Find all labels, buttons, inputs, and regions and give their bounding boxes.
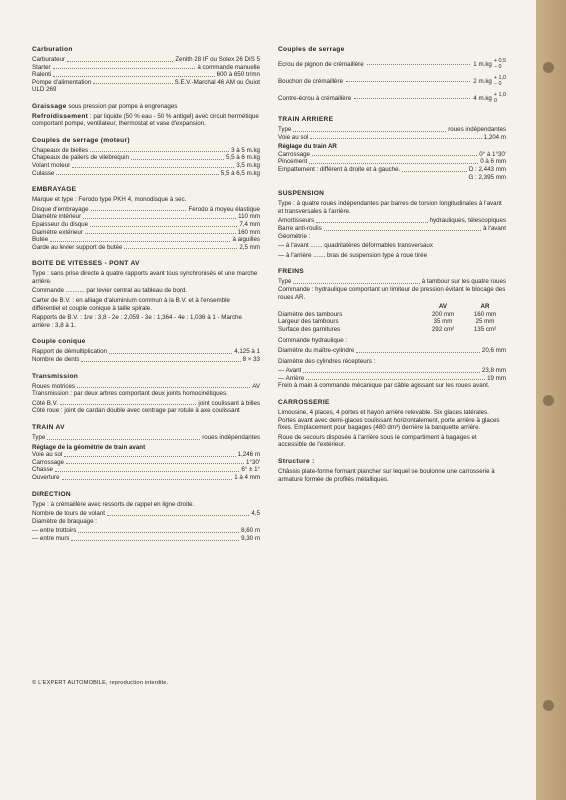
spec-value: 600 à 650 tr/mn [216,71,260,79]
spec-value: 5,5 à 6 m.kg [225,154,260,162]
spec-row [32,79,260,87]
spec-label: Garde au levier support de butée [32,243,123,251]
spec-row [278,166,506,174]
spec-row [32,236,260,244]
spec-row [32,510,260,518]
leader-dots [81,356,240,362]
spec-value: à commande manuelle [197,63,260,71]
section-graissage [32,103,260,128]
spec-value: 0° à 1°30' [479,150,506,158]
geometrie-label: Géométrie : [278,232,311,240]
brake-av-value: 35 mm [433,318,453,326]
section-direction [32,491,260,543]
refroidissement-label: Refroidissement [32,112,89,120]
refroidissement-text: : par liquide (50 % eau - 50 % antigel) avec circuit hermétique comportant pompe, ventilateur, thermostat et vase d'expansion. [32,112,259,128]
spec-row [32,451,260,459]
spec-value: AV [252,382,260,390]
leader-dots [316,217,428,223]
table-row [278,318,506,326]
leader-dots [293,126,446,132]
tolerance-plus: + 1,0 [493,91,506,98]
spec-value: 6° ± 1° [241,466,260,474]
spec-value: 1,204 m [483,133,506,141]
leader-dots [367,64,471,65]
torque-tolerance [494,93,506,104]
section-carrosserie [278,399,506,449]
spec-value: 8 × 33 [242,356,260,364]
spec-label: Pincement [278,158,308,166]
torque-row [278,56,506,73]
section-title: DIRECTION [32,490,71,498]
tolerance-minus: − 0 [493,80,502,87]
leader-dots [85,229,236,235]
tolerance-plus: + 0,5 [493,57,506,64]
section-couple-conique [32,338,260,363]
brake-label: Largeur des tambours [278,318,339,326]
frein-a-main-text: Frein à main à commande mécanique par câble agissant sur les roues avant. [278,382,490,390]
spec-value: 4,125 à 1 [234,348,260,356]
suspension-type: Type : à quatre roues indépendantes par barres de torsion longitudinales à l'avant et transversales à l'arrière. [278,200,502,215]
spec-row [278,367,506,375]
braquage-label: Diamètre de braquage : [32,517,98,525]
spec-row [32,466,260,474]
leader-dots [109,348,232,354]
leader-dots [107,510,249,516]
leader-dots [71,535,239,541]
column-header-av: AV [438,303,448,311]
leader-dots [324,225,481,231]
table-row [278,326,506,334]
leader-dots [53,71,214,77]
spec-value: 5,5 à 6,5 m.kg [220,169,260,177]
cote-roue-text: Côté roue : joint de cardan double avec centrage par rotule à axe coulissant [32,407,240,415]
leader-dots [62,474,233,480]
leader-dots [50,236,230,242]
cylindres-label: Diamètre des cylindres récepteurs : [278,357,376,365]
spec-label: — Avant [278,367,302,375]
leader-dots [47,434,200,440]
leader-dots [78,527,239,533]
spec-row [278,126,506,134]
section-transmission [32,373,260,415]
section-title: SUSPENSION [278,190,325,198]
spec-label: Butée [32,236,49,244]
section-suspension [278,190,506,259]
leader-dots [53,64,196,70]
boite-commande: Commande ........... par levier central au tableau de bord. [32,287,188,295]
spec-value: G : 2,395 mm [468,173,506,181]
spec-label: Ouverture [32,473,60,481]
geometrie-arriere: — à l'arrière ....... bras de suspension type à roue tirée [278,251,428,259]
spec-row [32,527,260,535]
spec-label: Roues motrices [32,382,75,390]
spec-row [32,213,260,221]
leader-dots [77,383,250,389]
torque-value: 4 m.kg [473,95,492,102]
spec-row [32,162,260,170]
spec-row [32,71,260,79]
spec-value: à l'avant [483,224,506,232]
spec-row [278,134,506,142]
punch-hole [543,395,554,406]
leader-dots [91,206,187,212]
section-train-arriere [278,116,506,181]
spec-label: Ralenti [32,71,52,79]
spec-label: — entre trottoirs [32,527,77,535]
leader-dots [354,98,470,99]
spec-value: 20,6 mm [481,347,506,355]
spec-row [32,244,260,252]
leader-dots [55,466,239,472]
spec-value: 7,4 mm [239,220,260,228]
leader-dots [90,221,237,227]
leader-dots [60,400,197,406]
spec-row [32,459,260,467]
boite-carter: Carter de B.V. : en alliage d'aluminium commun à la B.V. et à l'ensemble différentiel et couple conique à taille spirale. [32,297,230,312]
spec-label: Epaisseur du disque [32,220,89,228]
table-row [278,311,506,319]
spec-value: 3,5 m.kg [236,161,260,169]
brake-ar-value: 25 mm [475,318,495,326]
spec-row [32,221,260,229]
freins-commande: Commande : hydraulique comportant un limiteur de pression évitant le blocage des roues AR. [278,285,506,301]
spec-label: Type [278,126,292,133]
spec-label: Nombre de dents [32,356,80,364]
spec-value: 160 mm [237,228,260,236]
direction-type: Type : à crémaillère avec ressorts de rappel en ligne droite. [32,500,195,508]
spec-value: roues indépendantes [448,126,506,133]
spec-label: Type [32,434,46,441]
spec-label: Côté B.V. [32,399,58,407]
section-embrayage [32,186,260,251]
subsection-title: Réglage de la géométrie de train avant [32,443,146,451]
leader-dots [309,158,478,164]
leader-dots [293,278,419,284]
torque-tolerance [494,76,506,87]
transmission-text: Transmission : par deux arbres comportant deux joints homocinétiques. [32,390,228,398]
spec-row [32,400,260,408]
spec-row [278,278,506,286]
punch-hole [543,62,554,73]
leader-dots [346,81,470,82]
embrayage-intro: Marque et type : Ferodo type PKH 4, monodisque à sec. [32,196,187,204]
spec-row [32,64,260,72]
spec-label: Diamètre extérieur [32,228,83,236]
section-train-av [32,424,260,482]
brake-label: Diamètre des tambours [278,310,343,318]
leader-dots [90,147,229,153]
spec-value: roues indépendantes [202,434,260,441]
spec-row [278,158,506,166]
torque-row [278,73,506,90]
spec-row [32,154,260,162]
spec-value: 1,246 m [237,451,260,459]
geometrie-avant: — à l'avant ....... quadrilatères déformables transversaux [278,242,433,250]
subsection-title: Réglage du train AR [278,143,337,151]
spec-value: 3 à 5 m.kg [231,146,260,154]
spec-value: 1 à 4 mm [234,473,260,481]
leader-dots [312,151,477,157]
section-structure [278,458,506,483]
spec-value: 23,8 mm [481,367,506,375]
spec-row [278,375,506,383]
leader-dots [310,134,481,140]
tolerance-minus: 0 [493,97,497,104]
spec-label: Empattement : différent à droite et à gauche. [278,165,401,173]
leader-dots [72,162,234,168]
spec-row [32,348,260,356]
section-title: Couples de serrage [278,46,345,53]
freins-table [278,303,506,333]
leader-dots [124,244,237,250]
spec-label: Type [278,278,292,286]
spec-label: Culasse [32,169,55,177]
section-title: Structure : [278,458,315,465]
leader-dots [64,451,235,457]
spec-label: Volant moteur [32,161,71,169]
leader-dots [67,56,173,62]
spec-value: 19 mm [487,374,506,382]
leader-dots [356,347,480,353]
section-title: FREINS [278,268,304,276]
leader-dots [402,166,467,172]
spec-row [278,217,506,225]
section-title: Couple conique [32,338,86,346]
spec-label: Carburateur [32,56,66,63]
spec-label: Rapport de démultiplication [32,348,107,356]
section-boite-vitesses [32,260,260,329]
section-title: CARROSSERIE [278,399,330,407]
spec-label: Disque d'embrayage [32,205,89,213]
brake-av-value: 292 cm² [431,325,455,333]
spec-value: à tambour sur les quatre roues [421,278,506,286]
graissage-text: sous pression par pompe à engrenages [68,102,178,110]
spec-label: Chasse [32,466,53,474]
spec-row [32,86,260,94]
spec-row [32,206,260,214]
section-freins [278,268,506,390]
brake-ar-value: 160 mm [473,310,497,318]
spec-label: Barre anti-roulis [278,224,322,232]
brake-label: Surface des garnitures [278,325,341,333]
spec-value: 4,5 [251,510,260,518]
spec-value: 8,60 m [241,527,260,535]
leader-dots [306,375,485,381]
spec-label: — entre murs [32,534,70,542]
spec-label: Voie au sol [32,451,63,459]
spec-label: Voie au sol [278,133,309,141]
torque-tolerance [494,59,506,70]
boite-rapports: Rapports de B.V. : 1re : 3,8 - 2e : 2,059 - 3e : 1,364 - 4e : 1,036 à 1 - Marche arrière : 3,8 à 1. [32,314,242,329]
roue-secours-text: Roue de secours disposée à l'arrière sous le compartiment à bagages et accessible de l'extérieur. [278,433,477,449]
spec-row [32,474,260,482]
graissage-label: Graissage [32,102,67,110]
spec-value: joint coulissant à billes [198,399,260,407]
spec-value: Ferodo à moyeu élastique [188,205,260,213]
leader-dots [93,79,172,85]
spec-value: 110 mm [238,213,260,221]
spec-value: 9,30 m [241,534,260,542]
spec-value: D : 2,443 mm [468,165,506,173]
spec-row [278,225,506,233]
spec-row [32,56,260,64]
structure-text: Châssis plate-forme formant plancher sur lequel se boulonne une carrosserie à armature formée de profilés métalliques. [278,468,495,483]
spec-label: Carrossage [278,150,310,158]
torque-label: Bouchon de crémaillère [278,78,344,85]
spec-label: — Arrière [278,374,305,382]
torque-label: Ecrou de pignon de crémaillère [278,61,364,68]
column-header-ar: AR [480,303,490,311]
spec-label: Diamètre intérieur [32,213,82,221]
section-title: Couples de serrage (moteur) [32,136,130,144]
torque-value: 1 m.kg [473,61,492,68]
spec-row [32,356,260,364]
section-title: TRAIN AV [32,424,65,431]
spec-value: à aiguilles [232,236,260,244]
section-title: Carburation [32,46,73,53]
spec-row [32,383,260,391]
section-title: Transmission [32,372,79,380]
spec-row [32,170,260,178]
commande-hydraulique-label: Commande hydraulique : [278,337,348,345]
left-column [32,46,260,552]
tolerance-plus: + 1,0 [493,74,506,81]
punch-hole [543,700,554,711]
spec-label: Starter [32,63,51,71]
spec-row [278,151,506,159]
brake-av-value: 200 mm [431,310,455,318]
spec-label: Chapeaux de paliers de vilebrequin [32,154,130,162]
spec-label: Nombre de tours de volant [32,510,105,518]
spec-row [278,174,506,182]
section-title: TRAIN ARRIERE [278,116,334,123]
spec-row [278,347,506,355]
section-title: BOITE DE VITESSES - PONT AV [32,260,140,268]
spec-label: Carrossage [32,458,64,466]
leader-dots [66,459,244,465]
spec-row [32,147,260,155]
torque-value: 2 m.kg [473,78,492,85]
spec-value: 2,5 mm [239,243,260,251]
section-couples-moteur [32,137,260,177]
torque-row [278,90,506,107]
spec-row [32,535,260,543]
brake-ar-value: 135 cm² [473,325,497,333]
spec-label: Amortisseurs [278,217,315,225]
right-column [278,46,506,492]
leader-dots [131,154,224,160]
tolerance-minus: − 0 [493,63,502,70]
spec-value: hydrauliques, télescopiques [429,217,506,225]
spec-value: 0 à 6 mm [480,158,506,166]
section-couples-serrage [278,46,506,107]
spec-value: 1°30' [246,458,260,466]
spec-row [32,229,260,237]
leader-dots [303,367,480,373]
spec-label: ULD 269 [32,86,57,94]
leader-dots [83,213,236,219]
carrosserie-text: Limousine, 4 places, 4 portes et hayon arrière relevable. Six glaces latérales. Portes avant avec demi-glaces coulissant horizontalement, porte arrière à glaces fixes. Emplacement pour bagages (480 dm³) derrière la banquette arrière. [278,409,500,432]
copyright-footer: © L'EXPERT AUTOMOBILE, reproduction interdite. [32,680,169,686]
spec-row [32,434,260,442]
section-carburation [32,46,260,94]
spec-label: Diamètre du maître-cylindre [278,347,355,355]
spec-value: Zenith 28 IF ou Solex 26 DIS 5 [175,56,260,63]
spec-label: Pompe d'alimentation [32,78,92,86]
section-title: EMBRAYAGE [32,186,77,194]
leader-dots [56,170,218,176]
torque-label: Contre-écrou à crémaillère [278,95,352,102]
spec-value: S.E.V.-Marchal 46 AM ou Guiot [174,78,260,86]
boite-type: Type : sans prise directe à quatre rapports avant tous synchronisés et une marche arrière. [32,270,258,285]
spec-label: Chapeaux de bielles [32,146,89,154]
